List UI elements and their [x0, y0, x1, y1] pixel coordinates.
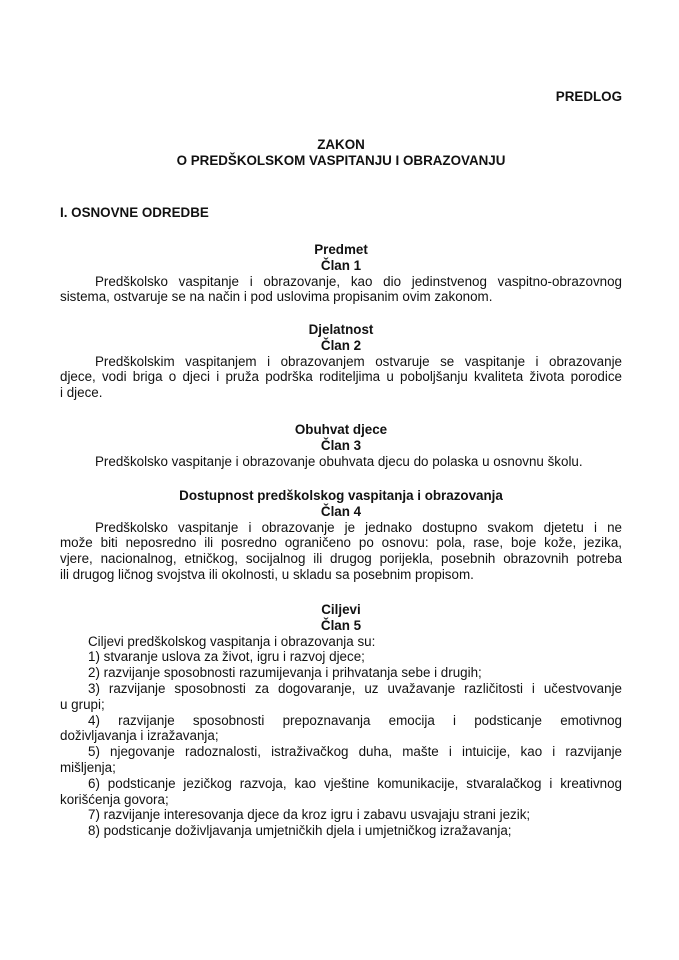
text-line: i djece. [60, 385, 103, 401]
list-item-cont: mišljenja; [60, 759, 116, 775]
list-item: 5) njegovanje radoznalosti, istraživačkog duha, mašte i intuicije, kao i razvijanje [88, 744, 622, 760]
law-title-line1: ZAKON [317, 137, 365, 152]
article-5 [60, 602, 622, 839]
text-line: vjere, nacionalnog, etničkog, socijalnog ili drugog porijekla, posebnih obrazovnih potreba [60, 551, 622, 567]
chapter-heading: I. OSNOVNE ODREDBE [60, 205, 209, 220]
proposal-label: PREDLOG [555, 89, 622, 104]
text-line: Ciljevi predškolskog vaspitanja i obrazovanja su: [88, 633, 376, 649]
article-2 [60, 322, 622, 401]
list-item-cont: doživljavanja i izražavanja; [60, 728, 219, 744]
text-line: Predškolskim vaspitanjem i obrazovanjem ostvaruje se vaspitanje i obrazovanje [95, 353, 622, 369]
list-item-cont: korišćenja govora; [60, 791, 169, 807]
list-item: 2) razvijanje sposobnosti razumijevanja i prihvatanja sebe i drugih; [88, 665, 482, 681]
text-line: ili drugog ličnog svojstva ili okolnosti, u skladu sa posebnim propisom. [60, 566, 474, 582]
article-4 [60, 488, 622, 583]
article-number: Član 2 [320, 337, 362, 353]
text-line: može biti neposredno ili posredno ograničeno po osnovu: pola, rase, boje kože, jezika, [60, 535, 622, 551]
article-heading: Ciljevi [321, 602, 361, 617]
law-title-line2: O PREDŠKOLSKOM VASPITANJU I OBRAZOVANJU [176, 152, 506, 168]
text-line: djece, vodi briga o djeci i pruža podrška roditeljima u poboljšanju kvaliteta života porodice [60, 369, 622, 385]
list-item: 1) stvaranje uslova za život, igru i razvoj djece; [88, 649, 365, 665]
article-heading: Djelatnost [308, 322, 374, 337]
list-item: 8) podsticanje doživljavanja umjetničkih djela i umjetničkog izražavanja; [88, 823, 512, 839]
text-line: Predškolsko vaspitanje i obrazovanje je jednako dostupno svakom djetetu i ne [95, 519, 622, 535]
text-line: sistema, ostvaruje se na način i pod uslovima propisanim ovim zakonom. [60, 289, 493, 305]
article-heading: Obuhvat djece [294, 422, 388, 437]
article-heading: Predmet [314, 242, 368, 257]
law-title [60, 137, 622, 169]
text-line: Predškolsko vaspitanje i obrazovanje, kao dio jedinstvenog vaspitno-obrazovnog [95, 273, 622, 289]
article-heading: Dostupnost predškolskog vaspitanja i obrazovanja [179, 488, 503, 503]
list-item-cont: u grupi; [60, 696, 105, 712]
article-number: Član 1 [320, 257, 362, 273]
article-1 [60, 242, 622, 305]
list-item: 3) razvijanje sposobnosti za dogovaranje, uz uvažavanje različitosti i učestvovanje [88, 680, 622, 696]
list-item: 7) razvijanje interesovanja djece da kroz igru i zabavu usvajaju strani jezik; [88, 807, 531, 823]
article-number: Član 3 [320, 437, 362, 453]
article-3 [60, 422, 622, 469]
article-number: Član 4 [320, 503, 362, 519]
list-item: 4) razvijanje sposobnosti prepoznavanja emocija i podsticanje emotivnog [88, 712, 622, 728]
text-line: Predškolsko vaspitanje i obrazovanje obuhvata djecu do polaska u osnovnu školu. [95, 453, 583, 469]
article-number: Član 5 [320, 617, 362, 633]
list-item: 6) podsticanje jezičkog razvoja, kao vještine komunikacije, stvaralačkog i kreativnog [88, 775, 622, 791]
